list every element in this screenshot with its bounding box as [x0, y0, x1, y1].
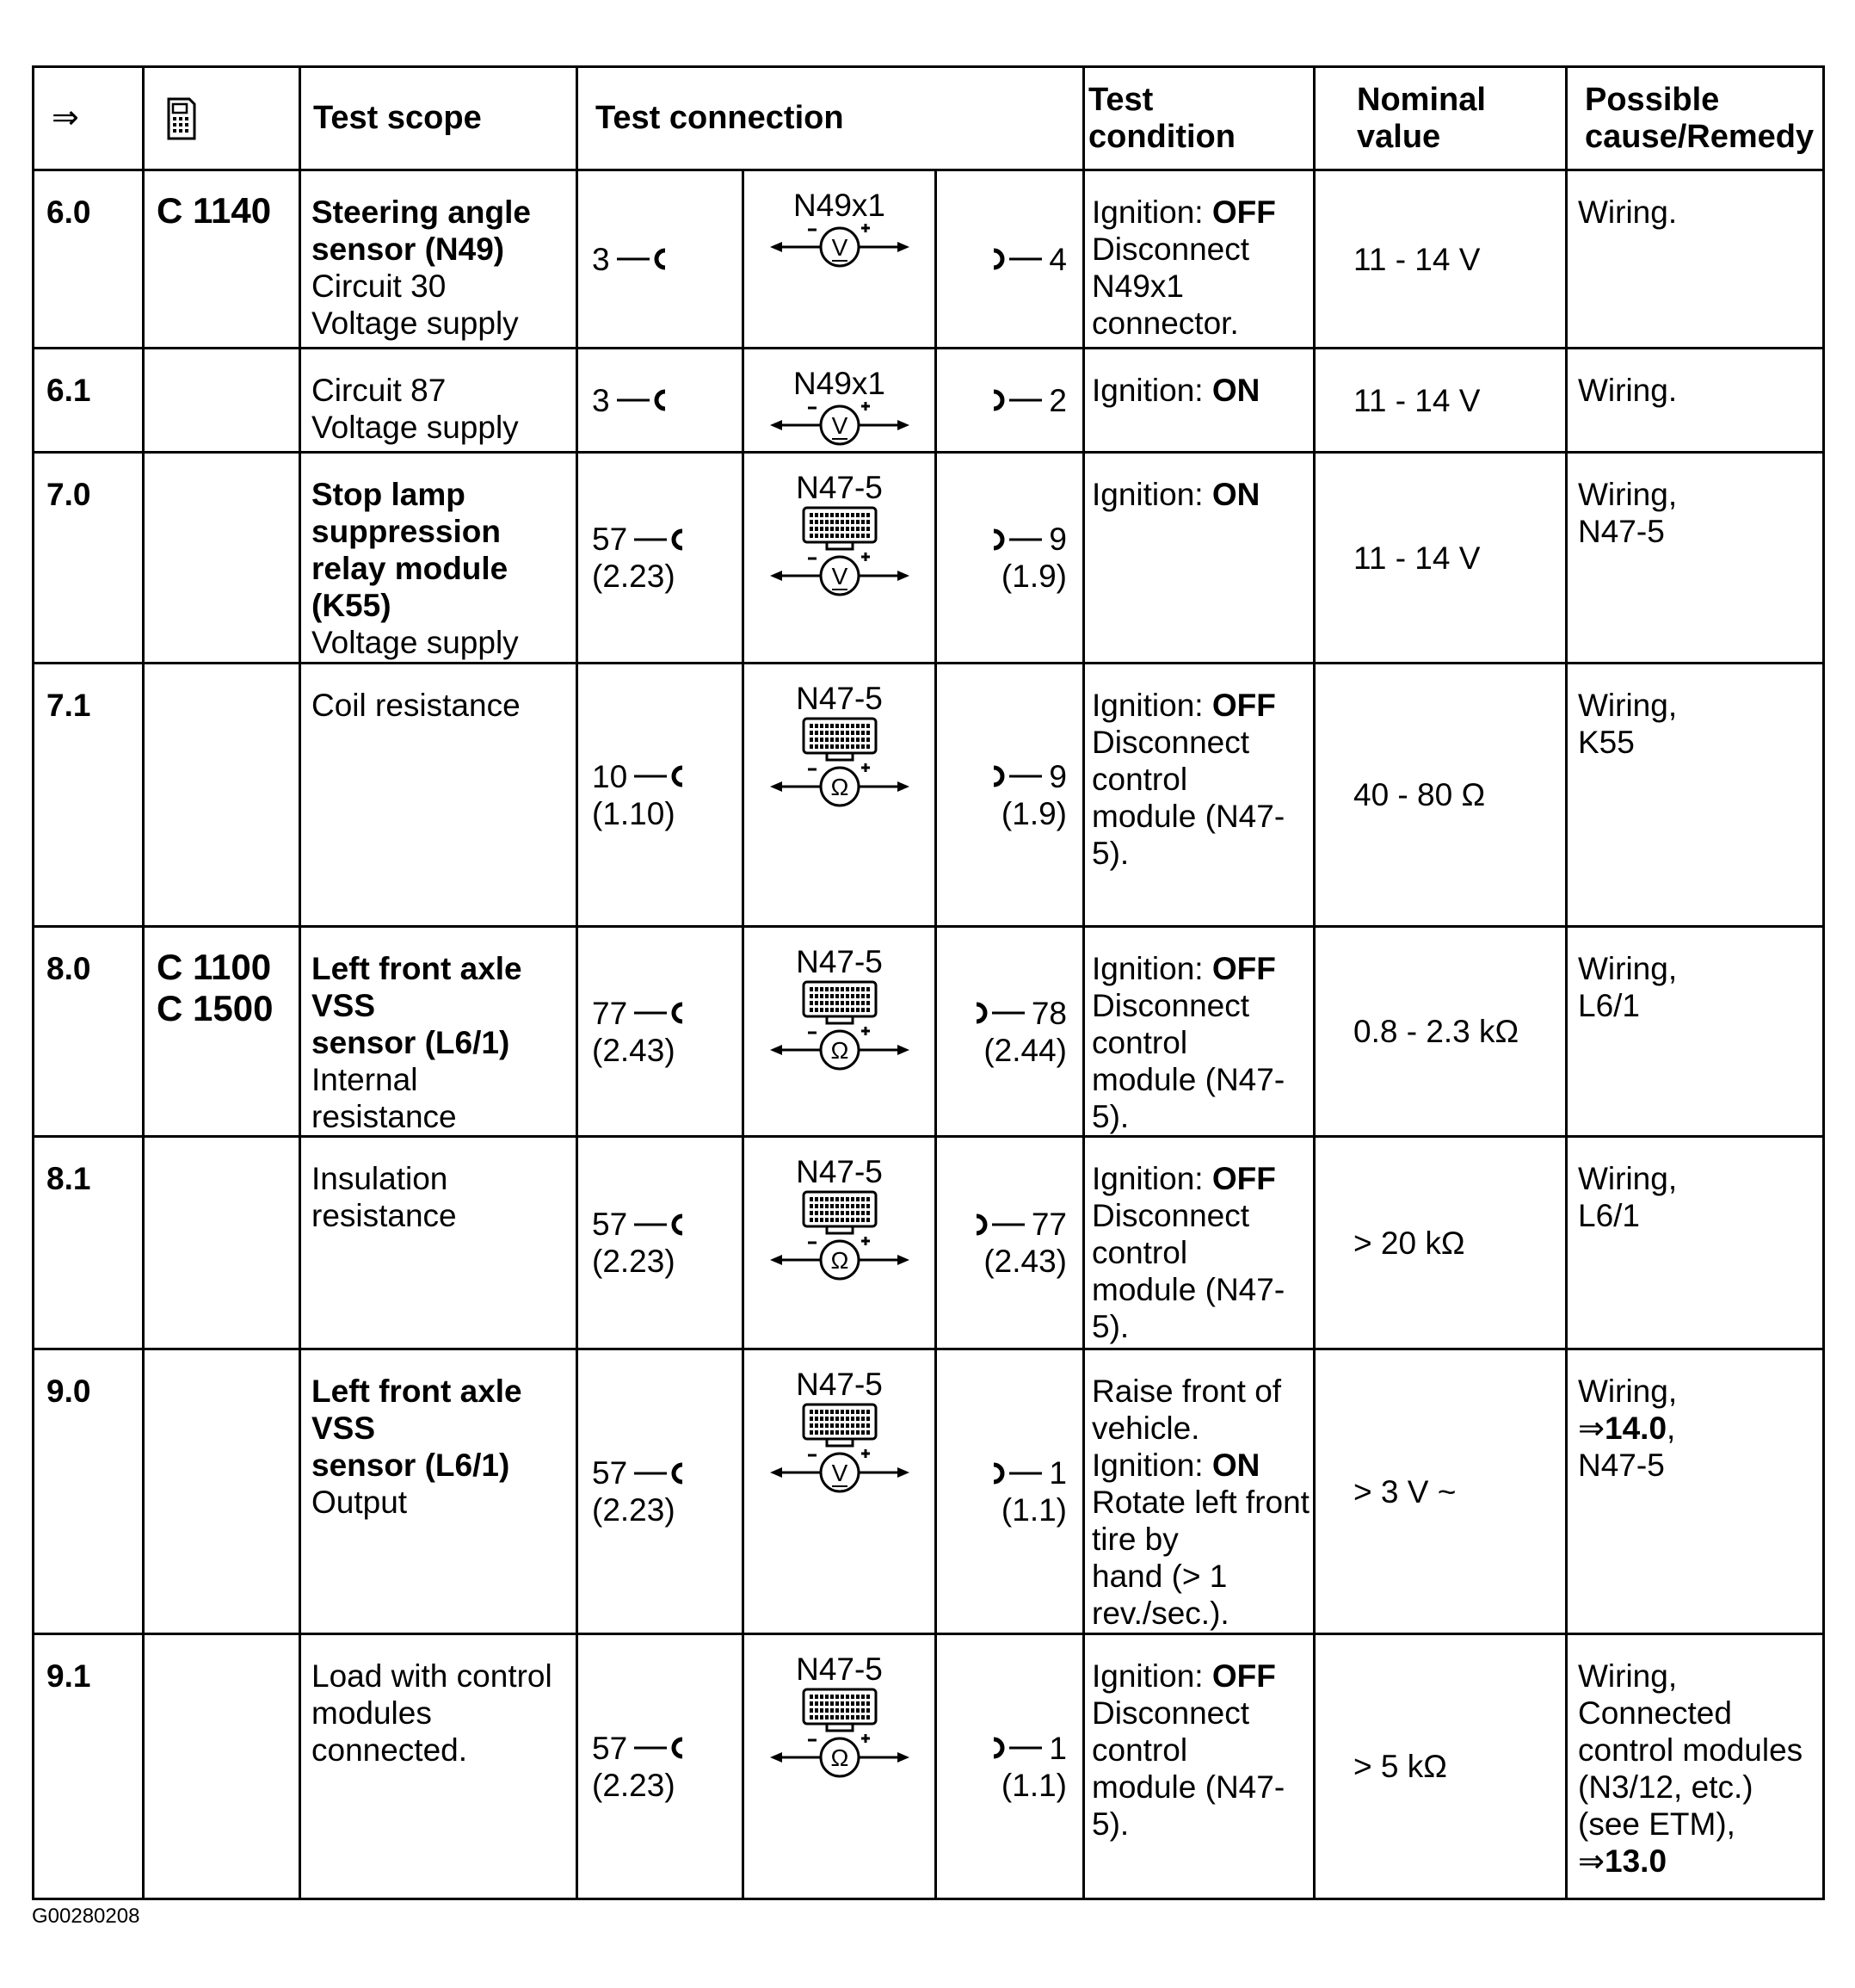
remedy-cell — [1567, 1634, 1824, 1899]
pin-left-number: 3 — [592, 382, 610, 418]
meter-cell — [743, 349, 936, 453]
nominal-value: > 5 kΩ — [1353, 1749, 1447, 1784]
test-scope-line: Voltage supply — [311, 306, 519, 341]
pin-right-sub: (1.1) — [1001, 1492, 1067, 1528]
test-condition-line: control — [1092, 1732, 1188, 1768]
remedy-cell — [1567, 664, 1824, 927]
step-number: 7.0 — [46, 477, 91, 512]
remedy-line: N47-5 — [1578, 514, 1665, 549]
meter-cell — [743, 170, 936, 349]
ohmmeter-icon — [767, 762, 913, 811]
nominal-value-cell — [1315, 664, 1567, 927]
remedy-line: control modules — [1578, 1732, 1803, 1768]
nominal-value-cell — [1315, 1634, 1567, 1899]
remedy-cell — [1567, 170, 1824, 349]
voltmeter-icon — [767, 552, 913, 600]
test-condition-cell — [1084, 927, 1315, 1137]
test-condition-line: Raise front of — [1092, 1374, 1282, 1409]
pin-right-number: 9 — [1049, 522, 1067, 557]
remedy-cell — [1567, 349, 1824, 453]
remedy-line: Wiring, — [1578, 1374, 1678, 1409]
pin-left-number: 57 — [592, 1730, 628, 1766]
female-connector-pin-icon — [617, 248, 669, 270]
pin-right-cell — [936, 664, 1084, 927]
test-condition-line: module (N47- — [1092, 799, 1285, 834]
test-condition-line: module (N47- — [1092, 1062, 1285, 1097]
table-row — [34, 170, 1824, 349]
female-connector-pin-icon — [634, 1737, 686, 1759]
test-condition-line: vehicle. — [1092, 1411, 1200, 1446]
table-row — [34, 1349, 1824, 1634]
control-module-connector-icon — [801, 1189, 878, 1236]
nominal-value-cell — [1315, 1349, 1567, 1634]
fault-code-cell — [144, 1349, 300, 1634]
fault-code-cell — [144, 927, 300, 1137]
test-scope-line: Left front axle — [311, 951, 522, 986]
step-number: 8.0 — [46, 951, 91, 986]
pin-left-sub: (2.23) — [592, 1244, 675, 1279]
test-condition-line: Disconnect — [1092, 232, 1250, 267]
remedy-line: (N3/12, etc.) — [1578, 1769, 1753, 1805]
nominal-value: 11 - 14 V — [1353, 382, 1481, 418]
test-scope-line: sensor (N49) — [311, 232, 505, 267]
step-cell — [34, 927, 144, 1137]
pin-left-cell — [577, 349, 743, 453]
test-condition-line: Ignition: ON — [1092, 1448, 1260, 1483]
female-connector-pin-icon — [634, 1002, 686, 1024]
test-scope-line: VSS — [311, 1411, 376, 1446]
remedy-line: N47-5 — [1578, 1448, 1665, 1483]
meter-label: N47-5 — [796, 1652, 883, 1687]
svg-text:V: V — [831, 563, 847, 590]
table-row — [34, 927, 1824, 1137]
test-scope-cell — [300, 1349, 577, 1634]
test-condition-cell — [1084, 1349, 1315, 1634]
fault-code-cell — [144, 664, 300, 927]
test-condition-line: rev./sec.). — [1092, 1596, 1229, 1631]
ohmmeter-icon — [767, 1236, 913, 1284]
male-connector-pin-icon — [990, 765, 1042, 787]
pin-left-number: 57 — [592, 1455, 628, 1491]
male-connector-pin-icon — [973, 1002, 1025, 1024]
pin-right-number: 77 — [1031, 1207, 1067, 1242]
pin-left-cell — [577, 1137, 743, 1349]
handheld-tester-icon — [165, 97, 196, 140]
test-condition-cell — [1084, 664, 1315, 927]
svg-text:Ω: Ω — [830, 1744, 848, 1771]
test-condition-line: Disconnect — [1092, 1198, 1250, 1233]
step-number: 7.1 — [46, 688, 91, 723]
pin-right-cell — [936, 349, 1084, 453]
test-condition-line: Ignition: OFF — [1092, 194, 1276, 230]
pin-left-sub: (1.10) — [592, 795, 675, 831]
nominal-value: 0.8 - 2.3 kΩ — [1353, 1014, 1519, 1049]
pin-left-number: 57 — [592, 522, 628, 557]
step-number: 9.0 — [46, 1374, 91, 1409]
test-scope-line: Stop lamp — [311, 477, 465, 512]
svg-text:V: V — [831, 412, 847, 439]
test-condition-line: module (N47- — [1092, 1272, 1285, 1307]
control-module-connector-icon — [801, 505, 878, 552]
step-cell — [34, 1349, 144, 1634]
fault-code: C 1140 — [157, 190, 272, 231]
test-condition-line: N49x1 — [1092, 269, 1184, 304]
nominal-value-cell — [1315, 170, 1567, 349]
remedy-line: L6/1 — [1578, 988, 1641, 1023]
test-condition-line: 5). — [1092, 1806, 1130, 1842]
fault-code-cell — [144, 1137, 300, 1349]
nominal-value: 40 - 80 Ω — [1353, 777, 1486, 812]
test-scope-cell — [300, 170, 577, 349]
test-scope-cell — [300, 927, 577, 1137]
pin-right-number: 1 — [1049, 1730, 1067, 1766]
pin-right-sub: (1.9) — [1001, 559, 1067, 594]
nominal-value-cell — [1315, 453, 1567, 664]
svg-text:Ω: Ω — [830, 774, 848, 800]
meter-label: N47-5 — [796, 681, 883, 716]
header-arrow: ⇒ — [52, 100, 79, 136]
pin-left-number: 57 — [592, 1207, 628, 1242]
nominal-value: > 3 V ~ — [1353, 1473, 1457, 1510]
fault-code-cell — [144, 349, 300, 453]
fault-code: C 1500 — [157, 988, 274, 1028]
remedy-line: L6/1 — [1578, 1198, 1641, 1233]
test-condition-line: Disconnect — [1092, 1695, 1250, 1731]
test-condition-cell — [1084, 453, 1315, 664]
table-row — [34, 1634, 1824, 1899]
pin-right-number: 1 — [1049, 1455, 1067, 1491]
fault-code-cell — [144, 453, 300, 664]
control-module-connector-icon — [801, 1687, 878, 1733]
pin-right-sub: (2.43) — [983, 1244, 1067, 1279]
pin-left-cell — [577, 927, 743, 1137]
male-connector-pin-icon — [990, 528, 1042, 551]
pin-right-cell — [936, 927, 1084, 1137]
step-cell — [34, 1137, 144, 1349]
pin-left-cell — [577, 453, 743, 664]
remedy-cell — [1567, 453, 1824, 664]
pin-right-cell — [936, 453, 1084, 664]
test-scope-line: Voltage supply — [311, 625, 519, 660]
pin-left-cell — [577, 664, 743, 927]
remedy-line: K55 — [1578, 725, 1635, 760]
table-row — [34, 453, 1824, 664]
header-test-connection: Test connection — [577, 67, 1084, 170]
pin-right-number: 78 — [1031, 995, 1067, 1031]
test-condition-line: Ignition: OFF — [1092, 951, 1276, 986]
header-remedy: Possible cause/Remedy — [1567, 67, 1824, 170]
test-condition-line: control — [1092, 762, 1188, 797]
header-arrow-cell — [34, 67, 144, 170]
meter-cell — [743, 664, 936, 927]
test-condition-cell — [1084, 349, 1315, 453]
test-scope-line: Circuit 30 — [311, 269, 447, 304]
control-module-connector-icon — [801, 716, 878, 762]
meter-label: N49x1 — [793, 188, 885, 223]
table-row — [34, 1137, 1824, 1349]
step-number: 9.1 — [46, 1658, 91, 1694]
test-condition-line: control — [1092, 1025, 1188, 1060]
test-scope-cell — [300, 1137, 577, 1349]
test-condition-line: Ignition: OFF — [1092, 1161, 1276, 1196]
test-condition-line: control — [1092, 1235, 1188, 1270]
test-scope-cell — [300, 1634, 577, 1899]
meter-label: N47-5 — [796, 1154, 883, 1189]
step-cell — [34, 170, 144, 349]
remedy-cell — [1567, 927, 1824, 1137]
meter-cell — [743, 927, 936, 1137]
female-connector-pin-icon — [634, 1462, 686, 1485]
nominal-value-cell — [1315, 349, 1567, 453]
test-condition-line: 5). — [1092, 1309, 1130, 1344]
test-condition-line: module (N47- — [1092, 1769, 1285, 1805]
meter-label: N47-5 — [796, 1367, 883, 1402]
test-condition-line: 5). — [1092, 1099, 1130, 1134]
table-row — [34, 664, 1824, 927]
test-scope-line: Load with control — [311, 1658, 552, 1694]
meter-cell — [743, 1349, 936, 1634]
test-condition-line: Disconnect — [1092, 988, 1250, 1023]
test-scope-line: Left front axle — [311, 1374, 522, 1409]
pin-right-number: 9 — [1049, 758, 1067, 794]
test-condition-line: Rotate left front — [1092, 1485, 1310, 1520]
meter-cell — [743, 1137, 936, 1349]
remedy-line: (see ETM), — [1578, 1806, 1735, 1842]
test-scope-line: Internal — [311, 1062, 418, 1097]
header-test-scope: Test scope — [300, 67, 577, 170]
male-connector-pin-icon — [990, 389, 1042, 411]
header-test-condition: Test condition — [1084, 67, 1315, 170]
female-connector-pin-icon — [634, 1213, 686, 1236]
pin-left-sub: (2.43) — [592, 1032, 675, 1068]
fault-code: C 1100 — [157, 947, 272, 987]
pin-left-sub: (2.23) — [592, 559, 675, 594]
remedy-line: ⇒14.0, — [1578, 1411, 1676, 1446]
svg-text:V: V — [831, 234, 847, 261]
test-condition-cell — [1084, 1634, 1315, 1899]
pin-left-number: 77 — [592, 995, 628, 1031]
remedy-line: Wiring, — [1578, 477, 1678, 512]
test-scope-line: modules — [311, 1695, 432, 1731]
test-condition-cell — [1084, 170, 1315, 349]
meter-label: N47-5 — [796, 470, 883, 505]
test-scope-line: relay module — [311, 551, 508, 586]
test-condition-line: hand (> 1 — [1092, 1559, 1228, 1594]
pin-right-cell — [936, 170, 1084, 349]
step-cell — [34, 664, 144, 927]
remedy-cell — [1567, 1137, 1824, 1349]
remedy-line: Wiring, — [1578, 1161, 1678, 1196]
step-number: 8.1 — [46, 1161, 91, 1196]
female-connector-pin-icon — [634, 528, 686, 551]
remedy-line: ⇒13.0 — [1578, 1843, 1667, 1879]
voltmeter-icon — [767, 401, 913, 449]
control-module-connector-icon — [801, 1402, 878, 1448]
test-scope-line: (K55) — [311, 588, 391, 623]
nominal-value: > 20 kΩ — [1353, 1225, 1465, 1261]
male-connector-pin-icon — [973, 1213, 1025, 1236]
test-scope-line: VSS — [311, 988, 376, 1023]
ohmmeter-icon — [767, 1733, 913, 1781]
nominal-value-cell — [1315, 1137, 1567, 1349]
figure-reference: G00280208 — [32, 1905, 140, 1928]
pin-right-sub: (1.9) — [1001, 795, 1067, 831]
remedy-line: Wiring. — [1578, 373, 1678, 408]
test-scope-cell — [300, 453, 577, 664]
test-condition-line: Ignition: OFF — [1092, 688, 1276, 723]
fault-code-cell — [144, 170, 300, 349]
nominal-value: 11 - 14 V — [1353, 540, 1481, 576]
pin-left-number: 10 — [592, 758, 628, 794]
meter-cell — [743, 453, 936, 664]
test-scope-line: Steering angle — [311, 194, 531, 230]
test-table — [32, 65, 1825, 1900]
step-number: 6.1 — [46, 373, 91, 408]
test-condition-line: Disconnect — [1092, 725, 1250, 760]
male-connector-pin-icon — [990, 1737, 1042, 1759]
male-connector-pin-icon — [990, 248, 1042, 270]
test-scope-line: Circuit 87 — [311, 373, 447, 408]
fault-code-cell — [144, 1634, 300, 1899]
control-module-connector-icon — [801, 979, 878, 1026]
male-connector-pin-icon — [990, 1462, 1042, 1485]
test-condition-line: Ignition: OFF — [1092, 1658, 1276, 1694]
meter-cell — [743, 1634, 936, 1899]
test-scope-line: Output — [311, 1485, 408, 1520]
svg-text:Ω: Ω — [830, 1247, 848, 1274]
test-condition-line: Ignition: ON — [1092, 373, 1260, 408]
female-connector-pin-icon — [634, 765, 686, 787]
test-scope-line: sensor (L6/1) — [311, 1025, 510, 1060]
pin-right-cell — [936, 1634, 1084, 1899]
meter-label: N47-5 — [796, 944, 883, 979]
female-connector-pin-icon — [617, 389, 669, 411]
test-scope-line: Voltage supply — [311, 410, 519, 445]
test-condition-line: connector. — [1092, 306, 1239, 341]
pin-left-number: 3 — [592, 241, 610, 277]
test-scope-line: Insulation — [311, 1161, 448, 1196]
test-scope-line: resistance — [311, 1099, 457, 1134]
test-scope-line: sensor (L6/1) — [311, 1448, 510, 1483]
test-scope-line: Coil resistance — [311, 688, 521, 723]
remedy-line: Wiring, — [1578, 688, 1678, 723]
pin-right-sub: (1.1) — [1001, 1767, 1067, 1803]
test-condition-line: tire by — [1092, 1522, 1179, 1557]
test-scope-cell — [300, 349, 577, 453]
test-scope-cell — [300, 664, 577, 927]
ohmmeter-icon — [767, 1026, 913, 1074]
pin-right-sub: (2.44) — [983, 1032, 1067, 1068]
meter-label: N49x1 — [793, 366, 885, 401]
svg-text:Ω: Ω — [830, 1037, 848, 1064]
step-cell — [34, 453, 144, 664]
test-condition-cell — [1084, 1137, 1315, 1349]
pin-left-cell — [577, 1349, 743, 1634]
remedy-line: Wiring, — [1578, 951, 1678, 986]
pin-left-cell — [577, 1634, 743, 1899]
header-row — [34, 67, 1824, 170]
remedy-cell — [1567, 1349, 1824, 1634]
pin-left-sub: (2.23) — [592, 1767, 675, 1803]
pin-left-cell — [577, 170, 743, 349]
step-number: 6.0 — [46, 194, 91, 230]
svg-text:V: V — [831, 1460, 847, 1486]
test-condition-line: Ignition: ON — [1092, 477, 1260, 512]
voltmeter-icon — [767, 1448, 913, 1497]
voltmeter-icon — [767, 223, 913, 271]
test-scope-line: suppression — [311, 514, 501, 549]
pin-right-cell — [936, 1349, 1084, 1634]
test-condition-line: 5). — [1092, 836, 1130, 871]
nominal-value: 11 - 14 V — [1353, 241, 1481, 277]
pin-left-sub: (2.23) — [592, 1492, 675, 1528]
header-nominal-value: Nominal value — [1315, 67, 1567, 170]
test-scope-line: connected. — [311, 1732, 468, 1768]
pin-right-number: 4 — [1049, 241, 1067, 277]
step-cell — [34, 1634, 144, 1899]
table-row — [34, 349, 1824, 453]
remedy-line: Wiring, — [1578, 1658, 1678, 1694]
header-icon-cell — [144, 67, 300, 170]
nominal-value-cell — [1315, 927, 1567, 1137]
remedy-line: Wiring. — [1578, 194, 1678, 230]
step-cell — [34, 349, 144, 453]
test-scope-line: resistance — [311, 1198, 457, 1233]
pin-right-number: 2 — [1049, 382, 1067, 418]
remedy-line: Connected — [1578, 1695, 1732, 1731]
pin-right-cell — [936, 1137, 1084, 1349]
